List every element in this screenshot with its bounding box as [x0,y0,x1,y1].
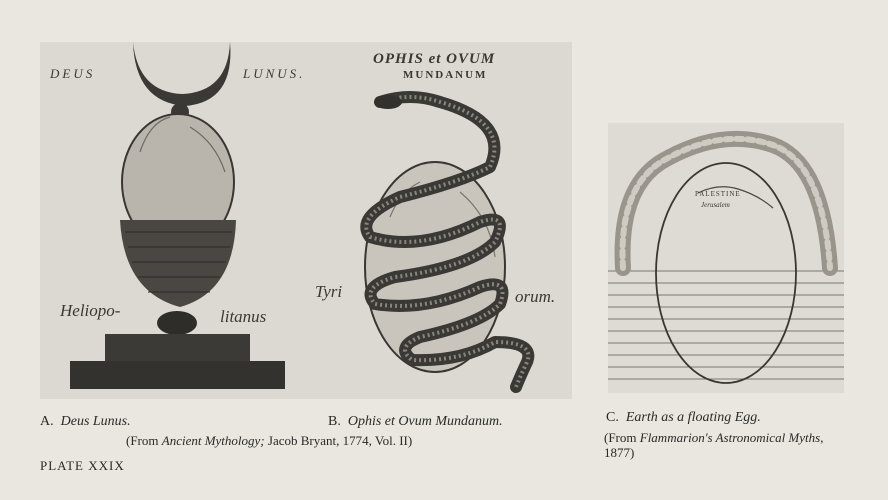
caption-b [328,414,503,430]
orum-script: orum. [515,287,556,306]
caption-c-title: Earth as a floating Egg. [625,410,761,425]
engraving-panel-c [608,123,844,393]
caption-a-letter: A. [40,414,54,429]
litanus-script: litanus [220,307,267,326]
source-ab-title: Ancient Mythology; [161,433,265,448]
floating-egg-illustration [608,123,844,393]
source-c [604,430,823,446]
plate-label: PLATE XXIX [40,458,125,473]
caption-c [606,410,761,426]
tyri-script: Tyri [315,282,343,301]
source-ab-prefix: (From [126,433,162,448]
source-c-title: Flammarion's Astronomical Myths, [639,430,824,445]
jerusalem-label: Jerusalem [701,201,730,209]
caption-a-title: Deus Lunus. [60,414,131,429]
deus-label: DEUS [50,66,96,81]
source-c-prefix: (From [604,430,640,445]
engravings-a-b-illustration [40,42,572,399]
source-a-b [126,433,412,449]
source-c-year: 1877) [604,445,635,460]
caption-b-letter: B. [328,414,341,429]
ophis-title: OPHIS et OVUM [373,51,496,67]
lunus-label: LUNUS. [243,66,306,81]
engraving-panel-a-b [40,42,572,399]
caption-a [40,414,131,430]
mundanum-title: MUNDANUM [403,69,488,81]
source-ab-rest: Jacob Bryant, 1774, Vol. II) [264,433,413,448]
heliopo-script: Heliopo- [60,301,121,320]
caption-b-title: Ophis et Ovum Mundanum. [347,414,503,429]
palestine-label: PALESTINE [695,190,741,198]
caption-c-letter: C. [606,410,619,425]
